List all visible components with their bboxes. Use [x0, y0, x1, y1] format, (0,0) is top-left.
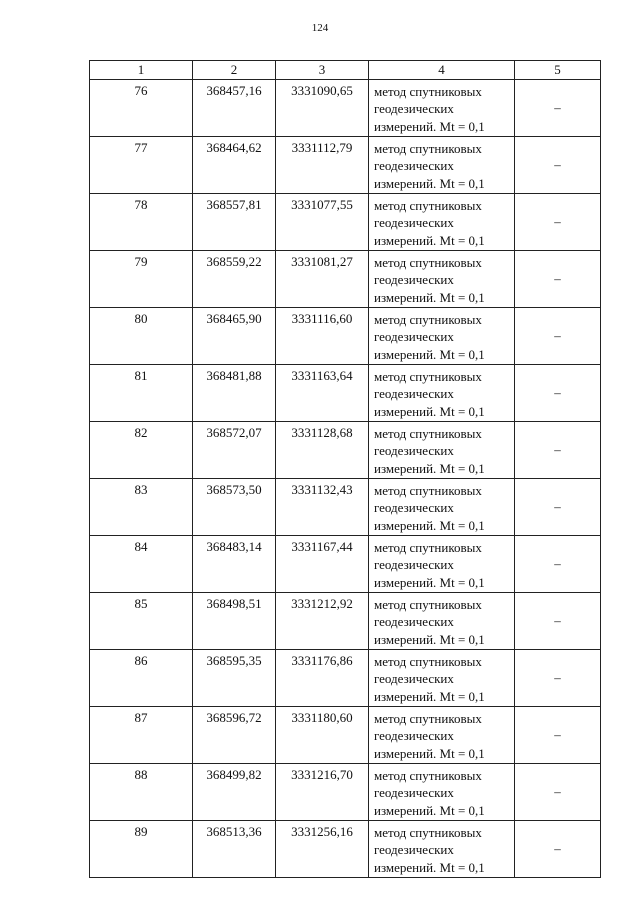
y-coordinate-cell: 3331077,55 [276, 194, 369, 251]
x-coordinate-cell: 368499,82 [193, 764, 276, 821]
method-line: геодезических [374, 101, 454, 117]
method-line: измерений. Mt = 0,1 [374, 745, 485, 761]
method-line: геодезических [374, 728, 454, 744]
table-row [90, 650, 601, 707]
method-cell [369, 365, 515, 422]
x-coordinate-cell: 368498,51 [193, 593, 276, 650]
x-coordinate-cell: 368573,50 [193, 479, 276, 536]
method-cell [369, 194, 515, 251]
method-line: измерений. Mt = 0,1 [374, 802, 485, 818]
method-line: метод спутниковых [374, 768, 482, 783]
method-line: метод спутниковых [374, 198, 482, 213]
point-number-cell: 84 [90, 536, 193, 593]
table-row [90, 365, 601, 422]
note-cell: – [515, 422, 601, 479]
x-coordinate-cell: 368557,81 [193, 194, 276, 251]
point-number-cell: 81 [90, 365, 193, 422]
header-col-2: 2 [193, 61, 276, 80]
method-line: измерений. Mt = 0,1 [374, 688, 485, 704]
method-line: метод спутниковых [374, 654, 482, 669]
point-number-cell: 77 [90, 137, 193, 194]
table-row [90, 707, 601, 764]
method-cell [369, 479, 515, 536]
point-number-cell: 83 [90, 479, 193, 536]
note-cell: – [515, 308, 601, 365]
method-line: метод спутниковых [374, 312, 482, 327]
point-number-cell: 76 [90, 80, 193, 137]
x-coordinate-cell: 368464,62 [193, 137, 276, 194]
x-coordinate-cell: 368572,07 [193, 422, 276, 479]
method-line: метод спутниковых [374, 141, 482, 156]
point-number-cell: 87 [90, 707, 193, 764]
table-header [90, 61, 601, 80]
note-cell: – [515, 80, 601, 137]
point-number-cell: 78 [90, 194, 193, 251]
y-coordinate-cell: 3331090,65 [276, 80, 369, 137]
method-line: измерений. Mt = 0,1 [374, 289, 485, 305]
method-line: измерений. Mt = 0,1 [374, 517, 485, 533]
method-cell [369, 593, 515, 650]
table-row [90, 308, 601, 365]
note-cell: – [515, 821, 601, 878]
x-coordinate-cell: 368481,88 [193, 365, 276, 422]
method-line: метод спутниковых [374, 540, 482, 555]
method-cell [369, 821, 515, 878]
point-number-cell: 82 [90, 422, 193, 479]
note-cell: – [515, 764, 601, 821]
method-line: геодезических [374, 158, 454, 174]
header-col-3: 3 [276, 61, 369, 80]
method-line: метод спутниковых [374, 426, 482, 441]
table-row [90, 536, 601, 593]
note-cell: – [515, 707, 601, 764]
method-line: метод спутниковых [374, 84, 482, 99]
method-line: геодезических [374, 614, 454, 630]
note-cell: – [515, 251, 601, 308]
y-coordinate-cell: 3331216,70 [276, 764, 369, 821]
table-row [90, 194, 601, 251]
point-number-cell: 80 [90, 308, 193, 365]
table-row [90, 137, 601, 194]
y-coordinate-cell: 3331256,16 [276, 821, 369, 878]
method-line: измерений. Mt = 0,1 [374, 118, 485, 134]
header-row [90, 61, 601, 80]
table-row [90, 80, 601, 137]
method-line: геодезических [374, 671, 454, 687]
table-row [90, 251, 601, 308]
y-coordinate-cell: 3331212,92 [276, 593, 369, 650]
method-line: метод спутниковых [374, 369, 482, 384]
method-line: измерений. Mt = 0,1 [374, 574, 485, 590]
header-col-1: 1 [90, 61, 193, 80]
method-cell [369, 80, 515, 137]
method-line: метод спутниковых [374, 597, 482, 612]
method-line: метод спутниковых [374, 825, 482, 840]
note-cell: – [515, 479, 601, 536]
table-row [90, 479, 601, 536]
method-line: геодезических [374, 500, 454, 516]
y-coordinate-cell: 3331128,68 [276, 422, 369, 479]
method-cell [369, 422, 515, 479]
method-line: геодезических [374, 443, 454, 459]
note-cell: – [515, 650, 601, 707]
point-number-cell: 89 [90, 821, 193, 878]
method-line: измерений. Mt = 0,1 [374, 631, 485, 647]
method-cell [369, 707, 515, 764]
x-coordinate-cell: 368457,16 [193, 80, 276, 137]
method-line: метод спутниковых [374, 711, 482, 726]
note-cell: – [515, 194, 601, 251]
method-line: измерений. Mt = 0,1 [374, 403, 485, 419]
note-cell: – [515, 365, 601, 422]
header-col-4: 4 [369, 61, 515, 80]
x-coordinate-cell: 368595,35 [193, 650, 276, 707]
y-coordinate-cell: 3331167,44 [276, 536, 369, 593]
x-coordinate-cell: 368483,14 [193, 536, 276, 593]
note-cell: – [515, 536, 601, 593]
x-coordinate-cell: 368513,36 [193, 821, 276, 878]
x-coordinate-cell: 368559,22 [193, 251, 276, 308]
y-coordinate-cell: 3331163,64 [276, 365, 369, 422]
table-row [90, 422, 601, 479]
x-coordinate-cell: 368465,90 [193, 308, 276, 365]
method-line: геодезических [374, 557, 454, 573]
method-line: геодезических [374, 785, 454, 801]
method-line: геодезических [374, 329, 454, 345]
method-line: измерений. Mt = 0,1 [374, 232, 485, 248]
point-number-cell: 79 [90, 251, 193, 308]
table-row [90, 821, 601, 878]
method-line: геодезических [374, 842, 454, 858]
note-cell: – [515, 137, 601, 194]
method-cell [369, 137, 515, 194]
point-number-cell: 86 [90, 650, 193, 707]
point-number-cell: 85 [90, 593, 193, 650]
page-number: 124 [311, 22, 329, 34]
method-cell [369, 308, 515, 365]
y-coordinate-cell: 3331116,60 [276, 308, 369, 365]
method-line: метод спутниковых [374, 483, 482, 498]
y-coordinate-cell: 3331081,27 [276, 251, 369, 308]
method-line: измерений. Mt = 0,1 [374, 346, 485, 362]
method-cell [369, 251, 515, 308]
method-cell [369, 764, 515, 821]
point-number-cell: 88 [90, 764, 193, 821]
y-coordinate-cell: 3331132,43 [276, 479, 369, 536]
method-line: геодезических [374, 215, 454, 231]
method-line: измерений. Mt = 0,1 [374, 859, 485, 875]
method-line: метод спутниковых [374, 255, 482, 270]
coordinates-table [89, 60, 601, 878]
note-cell: – [515, 593, 601, 650]
table-row [90, 593, 601, 650]
method-line: геодезических [374, 386, 454, 402]
table-row [90, 764, 601, 821]
header-col-5: 5 [515, 61, 601, 80]
y-coordinate-cell: 3331176,86 [276, 650, 369, 707]
method-line: измерений. Mt = 0,1 [374, 175, 485, 191]
table-body [90, 80, 601, 878]
method-line: измерений. Mt = 0,1 [374, 460, 485, 476]
y-coordinate-cell: 3331112,79 [276, 137, 369, 194]
x-coordinate-cell: 368596,72 [193, 707, 276, 764]
y-coordinate-cell: 3331180,60 [276, 707, 369, 764]
method-cell [369, 650, 515, 707]
method-cell [369, 536, 515, 593]
method-line: геодезических [374, 272, 454, 288]
